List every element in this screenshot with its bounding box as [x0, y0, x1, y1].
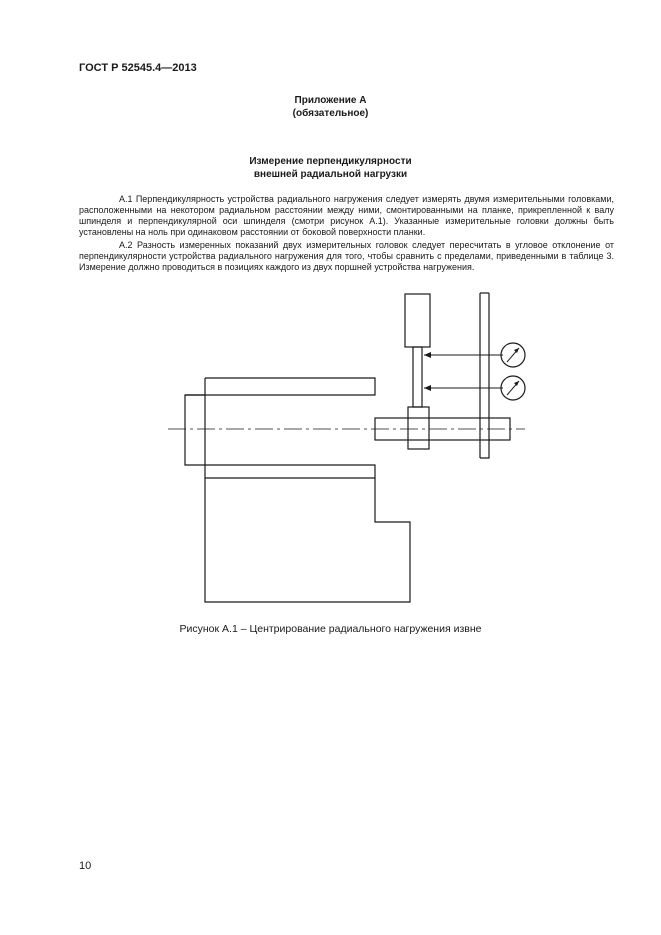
appendix-status: (обязательное) — [292, 108, 369, 119]
paragraph-a1: А.1 Перпендикулярность устройства радиального нагружения следует измерять двумя измерительными головками, расположенными на некотором радиальном расстоянии между ними, смонтированными на планке, прикрепленной к валу шпинделя и перпендикулярной оси шпинделя (смотри рисунок А.1). Указанные измерительные головки должны быть установлены на ноль при одинаковом расстоянии от боковой поверхности планки. — [79, 194, 614, 237]
section-title-line2: внешней радиальной нагрузки — [253, 169, 408, 180]
figure-caption: Рисунок А.1 – Центрирование радиального нагружения извне — [179, 623, 482, 635]
appendix-title: Приложение А — [294, 95, 367, 106]
arrow-head-upper — [424, 352, 431, 358]
plank-right-edge — [480, 293, 489, 458]
arrow-head-lower — [424, 385, 431, 391]
standard-code: ГОСТ Р 52545.4—2013 — [79, 62, 197, 74]
figure-a1-drawing — [160, 288, 540, 608]
loading-cylinder — [405, 294, 430, 347]
spindle-housing — [185, 378, 375, 478]
machine-base — [205, 478, 410, 602]
page-number: 10 — [79, 860, 92, 872]
rod-end-block — [408, 407, 429, 449]
section-title-line1: Измерение перпендикулярности — [249, 156, 412, 167]
paragraph-a2: А.2 Разность измеренных показаний двух измерительных головок следует пересчитать в угловое отклонение от перпендикулярности устройства радиального нагружения для того, чтобы сравнить с пределами, приведенными в таблице 3. Измерение должно проводиться в позициях каждого из двух поршней устройства нагружения. — [79, 240, 614, 272]
piston-rod — [413, 347, 422, 407]
